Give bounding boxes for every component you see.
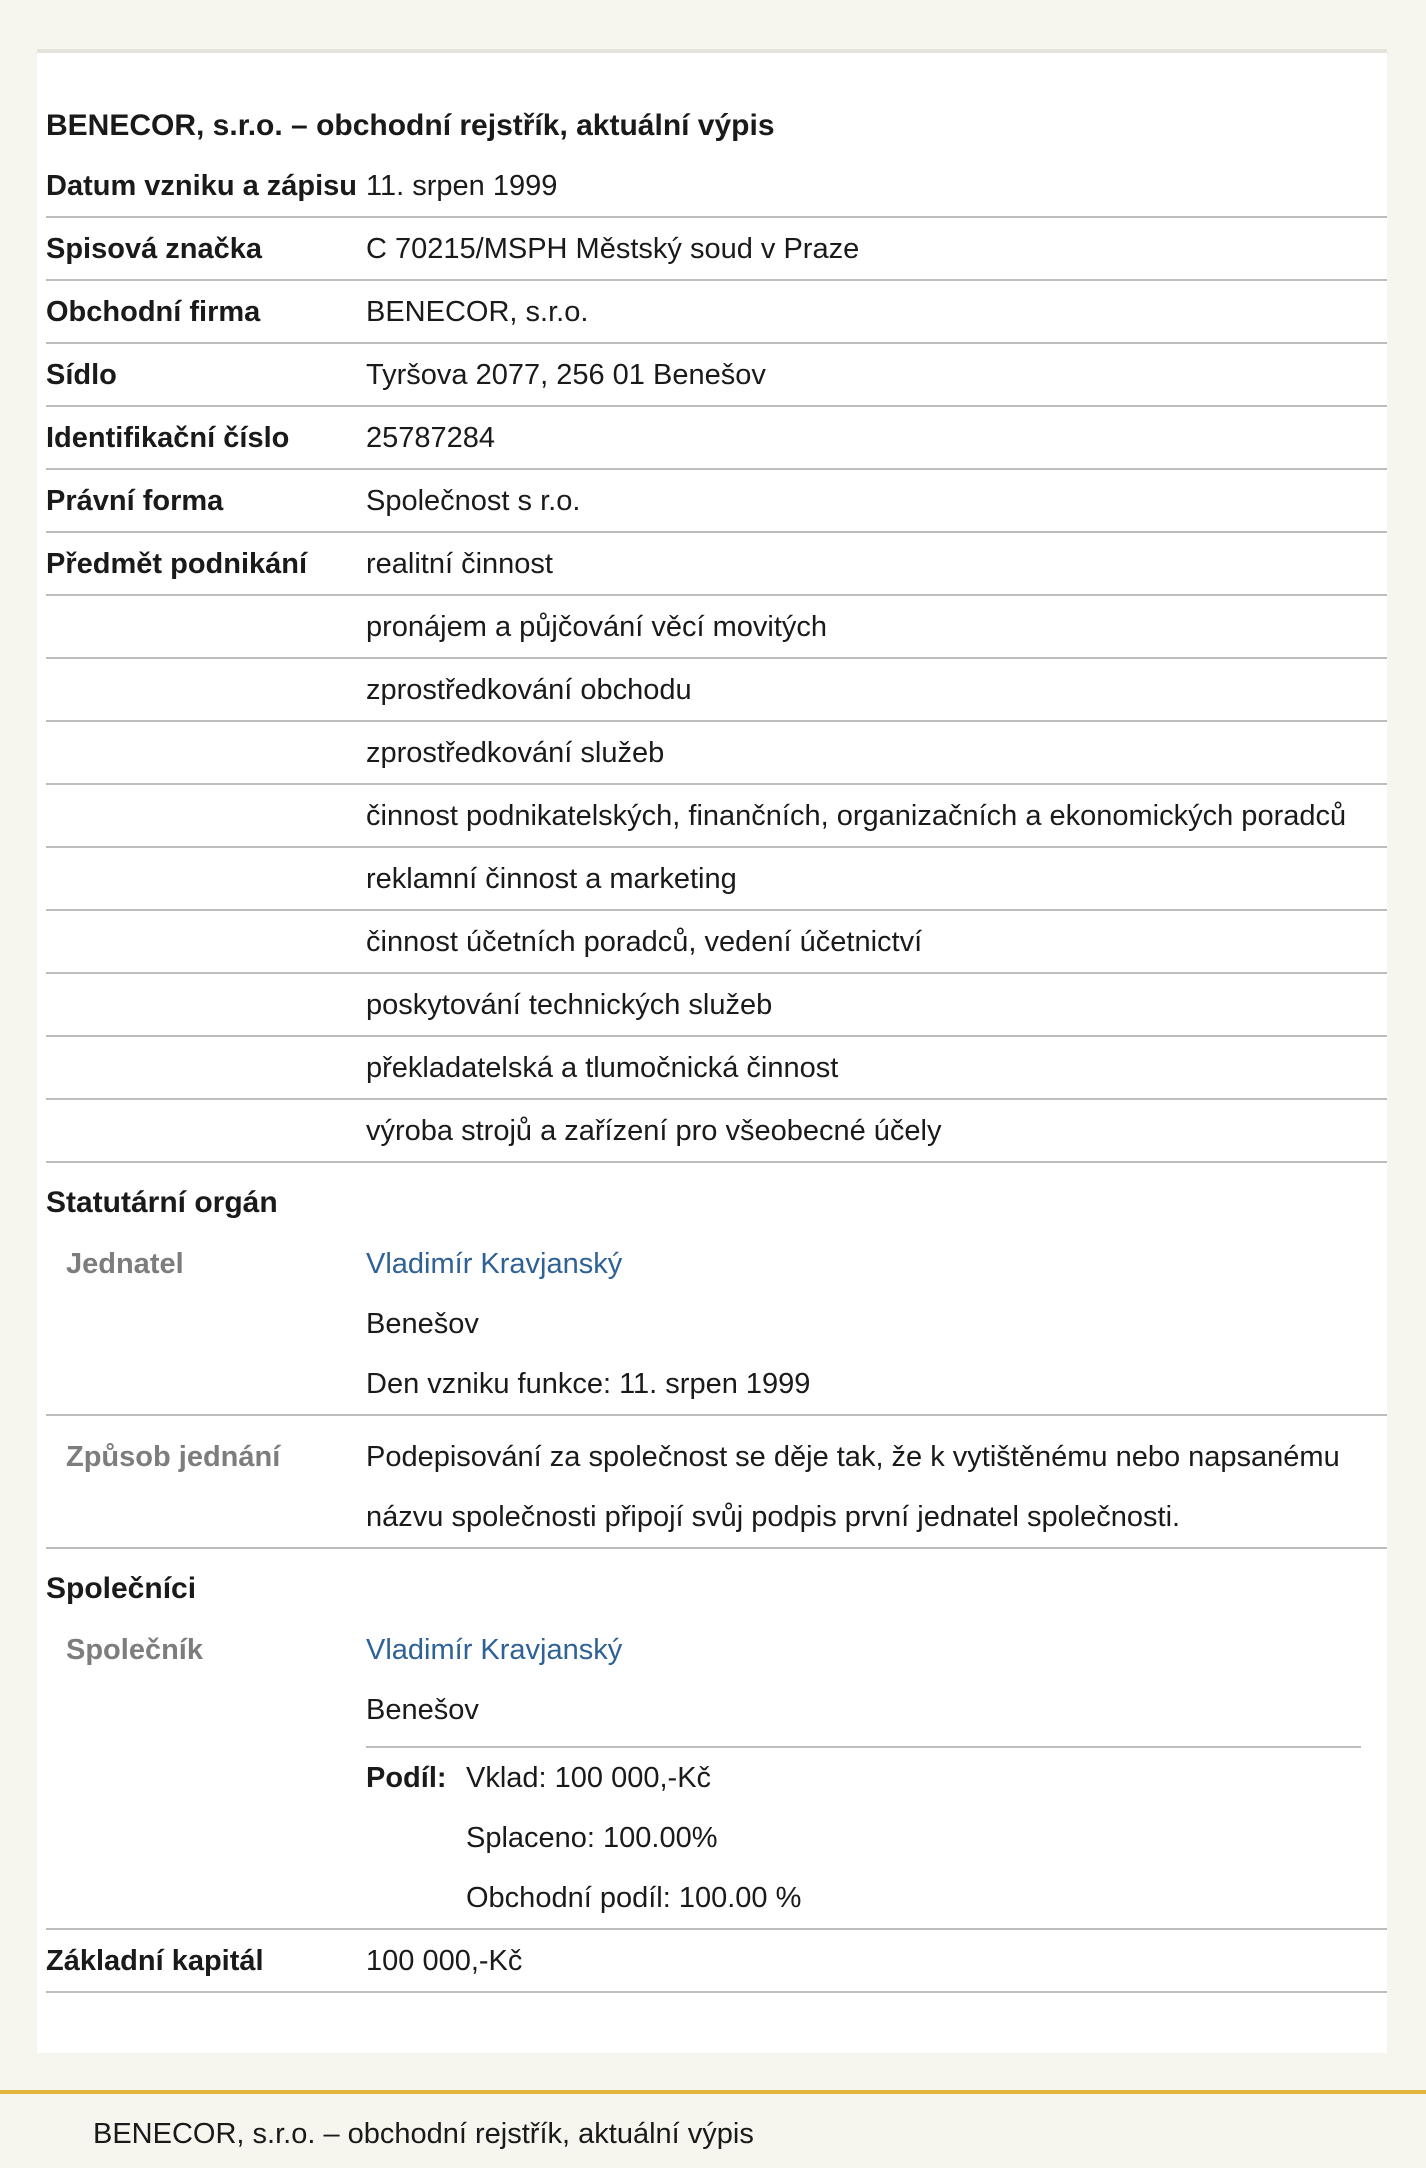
row-value: BENECOR, s.r.o. bbox=[366, 296, 589, 328]
row-value: 100 000,-Kč bbox=[366, 1945, 523, 1977]
row-predmet-item bbox=[46, 1037, 1387, 1100]
row-label: Předmět podnikání bbox=[46, 548, 308, 580]
person-link[interactable]: Vladimír Kravjanský bbox=[366, 1248, 623, 1280]
function-since: Den vzniku funkce: 11. srpen 1999 bbox=[366, 1368, 811, 1400]
share-vklad: Vklad: 100 000,-Kč bbox=[466, 1762, 712, 1794]
row-label: Právní forma bbox=[46, 485, 224, 517]
zpusob-line: názvu společnosti připojí svůj podpis první jednatel společnosti. bbox=[366, 1501, 1181, 1533]
row-predmet-item bbox=[46, 596, 1387, 659]
row-label: Společník bbox=[66, 1634, 203, 1666]
row-label: Identifikační číslo bbox=[46, 422, 290, 454]
row-value: Tyršova 2077, 256 01 Benešov bbox=[366, 359, 766, 391]
row-zakladni-kapital bbox=[46, 1930, 1387, 1993]
row-predmet-item bbox=[46, 785, 1387, 848]
row-predmet-item bbox=[46, 1100, 1387, 1163]
section-title-statutarni: Statutární orgán bbox=[46, 1186, 278, 1219]
page-title: BENECOR, s.r.o. – obchodní rejstřík, aktuální výpis bbox=[46, 109, 775, 142]
row-label: Jednatel bbox=[66, 1248, 184, 1280]
row-predmet-item bbox=[46, 659, 1387, 722]
person-link[interactable]: Vladimír Kravjanský bbox=[366, 1634, 623, 1666]
register-card bbox=[37, 49, 1387, 2053]
row-predmet-item bbox=[46, 848, 1387, 911]
row-value bbox=[366, 1619, 1387, 1928]
row-value: C 70215/MSPH Městský soud v Praze bbox=[366, 233, 860, 265]
person-city: Benešov bbox=[366, 1694, 479, 1726]
row-value: Společnost s r.o. bbox=[366, 485, 581, 517]
share-splaceno: Splaceno: 100.00% bbox=[466, 1822, 718, 1854]
row-zpusob-jednani bbox=[46, 1416, 1387, 1549]
share-block bbox=[366, 1748, 1387, 1928]
share-label: Podíl: bbox=[366, 1762, 447, 1794]
row-label: Sídlo bbox=[46, 359, 117, 391]
row-value: poskytování technických služeb bbox=[366, 989, 773, 1021]
row-predmet-item bbox=[46, 911, 1387, 974]
register-content bbox=[46, 97, 1387, 1993]
section-title-spolecnici: Společníci bbox=[46, 1572, 197, 1605]
row-label: Obchodní firma bbox=[46, 296, 261, 328]
row-value bbox=[366, 1233, 1387, 1414]
row-jednatel bbox=[46, 1233, 1387, 1416]
row-label: Způsob jednání bbox=[66, 1441, 281, 1473]
row-spolecnik bbox=[46, 1619, 1387, 1930]
row-value: činnost podnikatelských, finančních, organizačních a ekonomických poradců bbox=[366, 800, 1347, 832]
row-label: Datum vzniku a zápisu bbox=[46, 170, 358, 202]
row-predmet-item bbox=[46, 722, 1387, 785]
row-pravni-forma bbox=[46, 470, 1387, 533]
row-ico bbox=[46, 407, 1387, 470]
row-value: 11. srpen 1999 bbox=[366, 170, 558, 202]
row-predmet-item bbox=[46, 974, 1387, 1037]
row-datum-vzniku bbox=[46, 155, 1387, 218]
row-value: činnost účetních poradců, vedení účetnictví bbox=[366, 926, 923, 958]
row-spisova-znacka bbox=[46, 218, 1387, 281]
person-city: Benešov bbox=[366, 1308, 479, 1340]
share-obchodni-podil: Obchodní podíl: 100.00 % bbox=[466, 1882, 802, 1914]
row-predmet-podnikani bbox=[46, 533, 1387, 596]
footer bbox=[0, 2090, 1426, 2168]
row-value bbox=[366, 1426, 1387, 1547]
row-label: Základní kapitál bbox=[46, 1945, 264, 1977]
zpusob-line: Podepisování za společnost se děje tak, že k vytištěnému nebo napsanému bbox=[366, 1441, 1340, 1473]
row-value: výroba strojů a zařízení pro všeobecné účely bbox=[366, 1115, 942, 1147]
row-value: reklamní činnost a marketing bbox=[366, 863, 737, 895]
row-value: zprostředkování obchodu bbox=[366, 674, 692, 706]
row-value: překladatelská a tlumočnická činnost bbox=[366, 1052, 839, 1084]
row-label: Spisová značka bbox=[46, 233, 262, 265]
row-value: pronájem a půjčování věcí movitých bbox=[366, 611, 827, 643]
row-obchodni-firma bbox=[46, 281, 1387, 344]
row-value: 25787284 bbox=[366, 422, 496, 454]
footer-title: BENECOR, s.r.o. – obchodní rejstřík, aktuální výpis bbox=[93, 2118, 754, 2150]
row-value: zprostředkování služeb bbox=[366, 737, 665, 769]
share-values bbox=[466, 1748, 801, 1928]
row-sidlo bbox=[46, 344, 1387, 407]
row-value: realitní činnost bbox=[366, 548, 553, 580]
